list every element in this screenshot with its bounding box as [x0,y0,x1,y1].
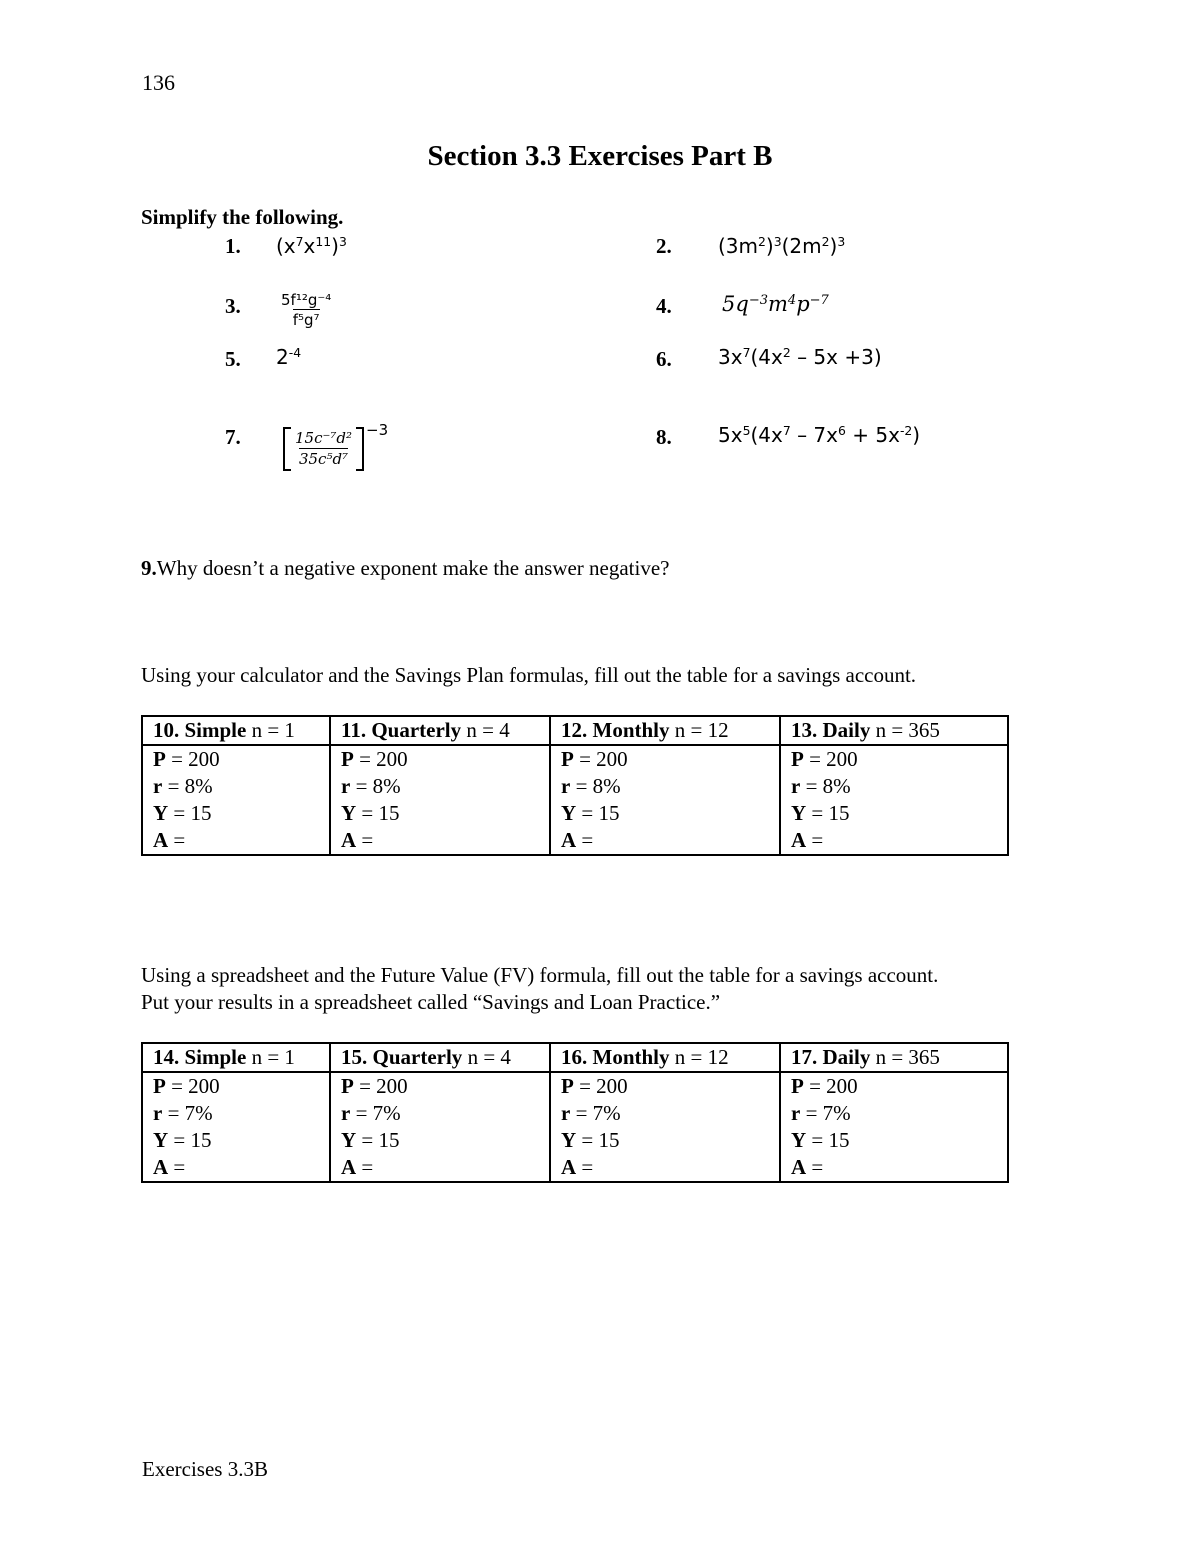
table-cell: Y = 15 [780,1127,1008,1154]
problem-8-number: 8. [656,425,672,449]
page-number: 136 [142,70,175,95]
table-cell: A = [780,827,1008,855]
table-header-row [142,1043,1008,1072]
question-9 [141,556,670,581]
question-9-text: Why doesn’t a negative exponent make the answer negative? [156,556,670,580]
table-header-row [142,716,1008,745]
header-cell: 16. Monthly n = 12 [550,1043,780,1072]
table-row [142,1100,1008,1127]
table-cell: A = [142,827,330,855]
problem-3-fraction [281,292,331,330]
table-cell: r = 8% [142,773,330,800]
problem-7-fraction [291,430,356,468]
problem-3-denominator: f⁵g⁷ [292,311,320,330]
problem-2-number: 2. [656,234,672,258]
savings-plan-table [141,715,1009,856]
table-cell: A = [550,1154,780,1182]
problem-6-expression: $3x^7(4x^2 - 5x +3)$ [718,345,882,369]
table-cell: r = 8% [330,773,550,800]
problem-7-denominator: 35c⁵d⁷ [298,449,349,468]
problem-5-number: 5. [225,347,241,371]
table-cell: A = [330,1154,550,1182]
table-cell: P = 200 [330,745,550,773]
problem-5-expression: $2^{-4}$ [276,345,302,369]
problem-3-numerator: 5f¹²g⁻⁴ [281,291,332,309]
left-bracket [283,427,291,471]
problem-7-outer-exponent: −3 [366,421,389,439]
table-cell: P = 200 [550,1072,780,1100]
table-row [142,1127,1008,1154]
header-cell: 17. Daily n = 365 [780,1043,1008,1072]
problem-1-number: 1. [225,234,241,258]
table-cell: r = 7% [330,1100,550,1127]
header-cell: 15. Quarterly n = 4 [330,1043,550,1072]
problem-4-expression: $5q^{-3}m^4p^{-7}$ [722,292,829,316]
problem-7-expression [283,421,389,471]
problem-3-number: 3. [225,294,241,318]
table-cell: P = 200 [550,745,780,773]
page-title: Section 3.3 Exercises Part B [427,140,773,172]
table-cell: A = [550,827,780,855]
page-footer: Exercises 3.3B [142,1457,268,1481]
problem-2-expression: $(3m^2)^3(2m^2)^3$ [718,234,846,258]
question-9-number: 9. [141,556,157,580]
table-cell: A = [142,1154,330,1182]
problem-7-numerator: 15c⁻⁷d² [295,429,353,448]
table-cell: Y = 15 [330,800,550,827]
table-row [142,773,1008,800]
table-cell: P = 200 [330,1072,550,1100]
table-cell: Y = 15 [550,800,780,827]
table-row [142,1154,1008,1182]
future-value-instructions-line-1: Using a spreadsheet and the Future Value (FV) formula, fill out the table for a savings account. [141,963,939,987]
table-cell: A = [330,827,550,855]
table-cell: r = 7% [780,1100,1008,1127]
right-bracket [356,427,364,471]
table-row [142,745,1008,773]
header-cell: 10. Simple n = 1 [142,716,330,745]
instruction-heading: Simplify the following. [141,205,344,229]
header-cell: 13. Daily n = 365 [780,716,1008,745]
future-value-instructions-line-2: Put your results in a spreadsheet called “Savings and Loan Practice.” [141,990,721,1014]
future-value-instructions [141,962,938,1016]
future-value-table [141,1042,1009,1183]
savings-plan-instructions: Using your calculator and the Savings Plan formulas, fill out the table for a savings account. [141,663,917,687]
problem-4-number: 4. [656,294,672,318]
table-cell: r = 8% [780,773,1008,800]
table-row [142,1072,1008,1100]
table-cell: P = 200 [780,1072,1008,1100]
table-cell: r = 7% [550,1100,780,1127]
table-cell: A = [780,1154,1008,1182]
table-cell: Y = 15 [780,800,1008,827]
table-cell: r = 7% [142,1100,330,1127]
table-cell: P = 200 [142,745,330,773]
table-cell: P = 200 [780,745,1008,773]
table-row [142,800,1008,827]
header-cell: 12. Monthly n = 12 [550,716,780,745]
table-cell: Y = 15 [142,800,330,827]
problem-6-number: 6. [656,347,672,371]
table-cell: Y = 15 [550,1127,780,1154]
header-cell: 14. Simple n = 1 [142,1043,330,1072]
problem-1-expression: $(x^7x^{11})^3$ [276,234,347,258]
table-cell: P = 200 [142,1072,330,1100]
header-cell: 11. Quarterly n = 4 [330,716,550,745]
table-cell: Y = 15 [330,1127,550,1154]
table-cell: Y = 15 [142,1127,330,1154]
problem-7-number: 7. [225,425,241,449]
problem-8-expression: $5x^5(4x^7 - 7x^6 + 5x^{-2})$ [718,423,921,447]
table-cell: r = 8% [550,773,780,800]
table-row [142,827,1008,855]
